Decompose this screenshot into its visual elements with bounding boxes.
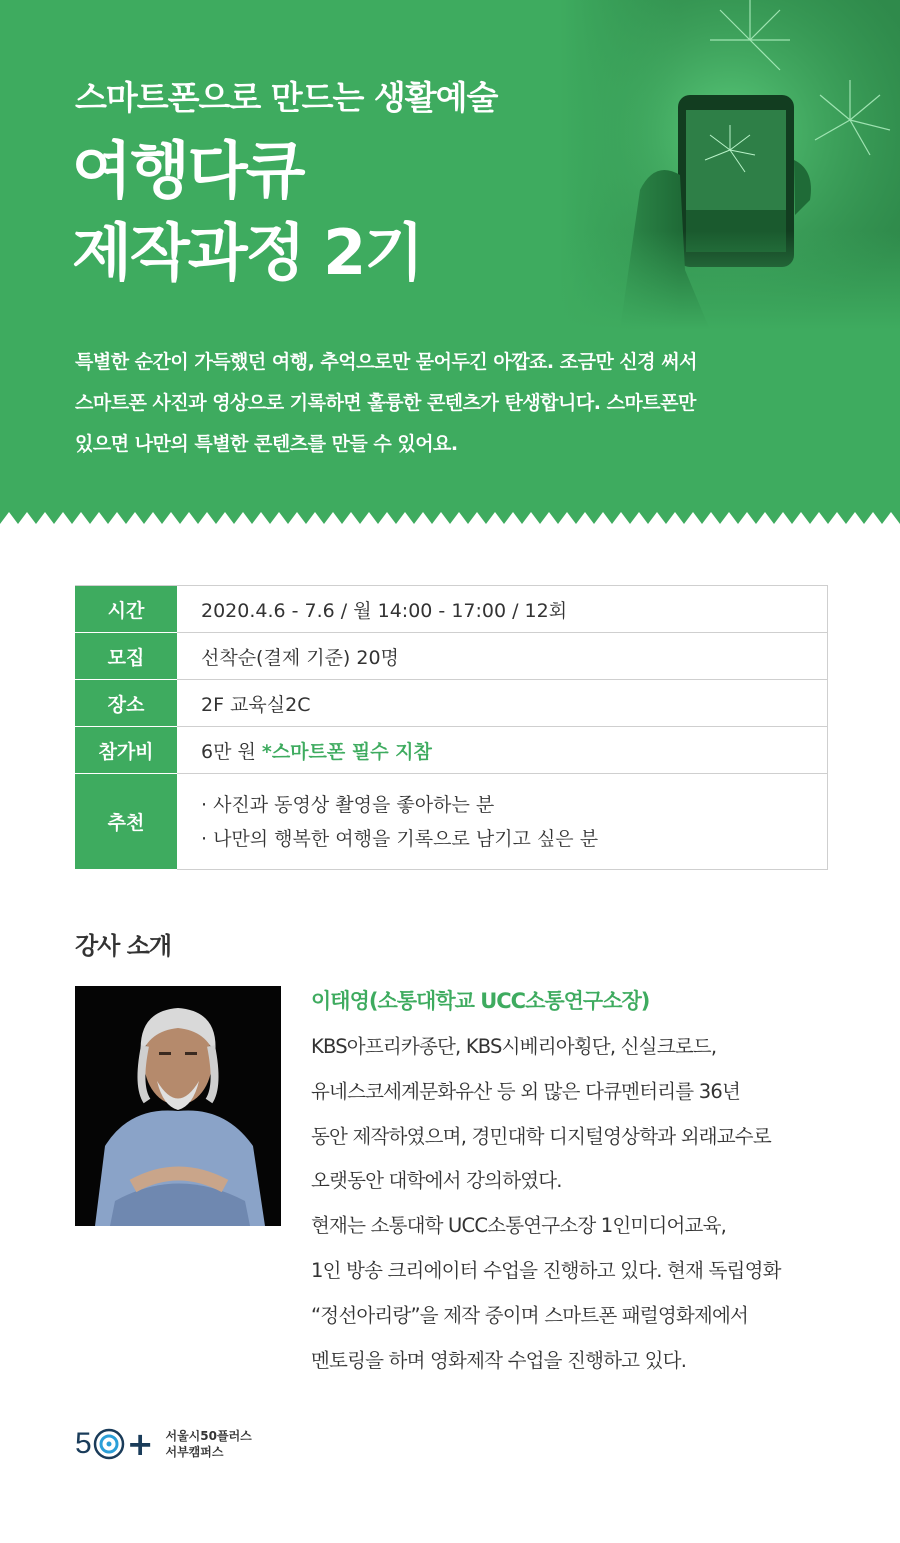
seoul50plus-logo: [75, 1427, 252, 1461]
info-label: 모집: [75, 633, 177, 680]
hero-banner: [0, 0, 900, 525]
instructor-bio: [311, 1025, 871, 1383]
instructor-photo: [75, 986, 281, 1226]
org-name: [166, 1428, 252, 1460]
info-label: 장소: [75, 680, 177, 727]
target-circle-icon: [92, 1427, 126, 1461]
bio-line: 오랫동안 대학에서 강의하였다.: [311, 1169, 562, 1193]
info-row-place: [75, 680, 828, 727]
info-value: 2F 교육실2C: [201, 693, 311, 716]
title-line-2: 제작과정 2기: [72, 216, 423, 289]
bio-line: 유네스코세계문화유산 등 외 많은 다큐멘터리를 36년: [311, 1079, 740, 1103]
desc-line-1: 특별한 순간이 가득했던 여행, 추억으로만 묻어두긴 아깝죠. 조금만 신경 써서: [75, 351, 697, 373]
info-value: 선착순(결제 기준) 20명: [201, 646, 399, 669]
logo-plus: +: [126, 1425, 154, 1463]
info-row-recommend: [75, 774, 828, 870]
smartphone-fireworks-photo: [560, 0, 900, 330]
info-value: [177, 727, 827, 773]
zigzag-divider: [0, 510, 900, 525]
bio-line: 현재는 소통대학 UCC소통연구소장 1인미디어교육,: [311, 1214, 727, 1238]
bio-line: KBS아프리카종단, KBS시베리아횡단, 신실크로드,: [311, 1035, 717, 1058]
org-line-1: 서울시50플러스: [165, 1429, 252, 1443]
org-line-2: 서부캠퍼스: [165, 1445, 224, 1459]
recommend-item: · 나만의 행복한 여행을 기록으로 남기고 싶은 분: [201, 827, 599, 850]
fee-note: *스마트폰 필수 지참: [261, 740, 432, 763]
info-row-recruit: [75, 633, 828, 680]
instructor-heading: 강사 소개: [75, 932, 172, 960]
logo-mark: [75, 1427, 154, 1461]
course-info-table: [75, 585, 828, 870]
info-value: 2020.4.6 - 7.6 / 월 14:00 - 17:00 / 12회: [201, 599, 568, 622]
page-title: [72, 130, 422, 294]
logo-number: 5: [75, 1427, 92, 1460]
info-label: 참가비: [75, 727, 177, 774]
instructor-name: 이태영(소통대학교 UCC소통연구소장): [311, 989, 650, 1013]
bio-line: 동안 제작하였으며, 경민대학 디지털영상학과 외래교수로: [311, 1124, 771, 1148]
info-value: [177, 774, 827, 869]
hero-description: [75, 342, 835, 465]
info-row-fee: [75, 727, 828, 774]
bio-line: “정선아리랑”을 제작 중이며 스마트폰 패럴영화제에서: [311, 1303, 749, 1327]
info-row-time: [75, 586, 828, 633]
desc-line-2: 스마트폰 사진과 영상으로 기록하면 훌륭한 콘텐츠가 탄생합니다. 스마트폰만: [75, 392, 696, 414]
info-label: 추천: [75, 774, 177, 870]
hero-subtitle: 스마트폰으로 만드는 생활예술: [75, 78, 498, 117]
recommend-item: · 사진과 동영상 촬영을 좋아하는 분: [201, 793, 495, 816]
fee-amount: 6만 원: [201, 740, 262, 763]
info-label: 시간: [75, 586, 177, 633]
bio-line: 멘토링을 하며 영화제작 수업을 진행하고 있다.: [311, 1348, 687, 1372]
desc-line-3: 있으면 나만의 특별한 콘텐츠를 만들 수 있어요.: [75, 433, 458, 455]
bio-line: 1인 방송 크리에이터 수업을 진행하고 있다. 현재 독립영화: [311, 1258, 781, 1282]
title-line-1: 여행다큐: [72, 134, 304, 207]
